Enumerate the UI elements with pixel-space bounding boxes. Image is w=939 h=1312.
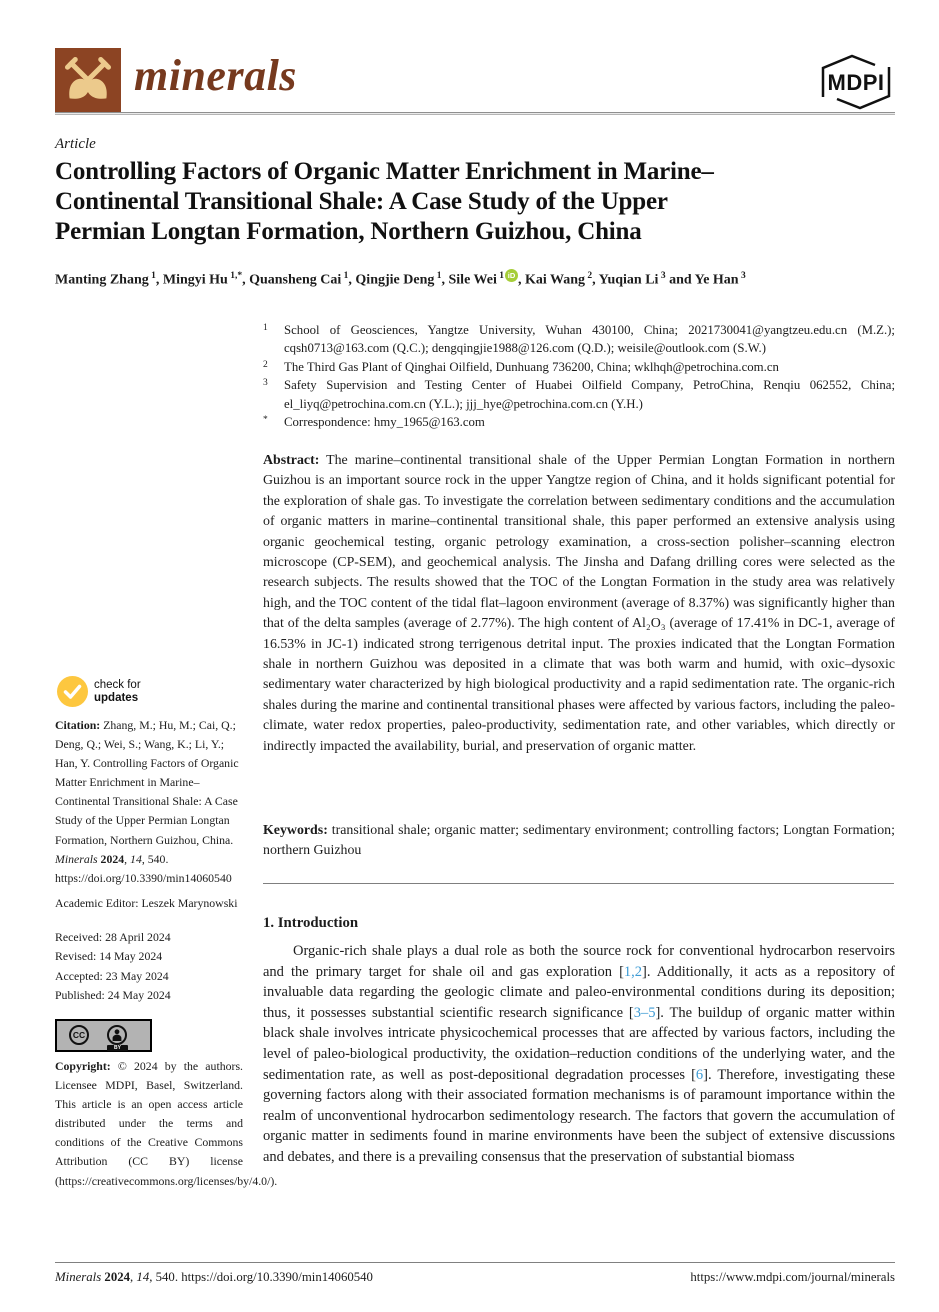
author-name: Kai Wang — [524, 272, 586, 288]
citation-ref[interactable]: 6 — [695, 1066, 704, 1083]
text-segment: Minerals — [55, 851, 101, 866]
abstract — [263, 451, 895, 757]
text-segment: 2024 — [104, 1270, 131, 1284]
person-icon — [107, 1025, 127, 1045]
affiliation-text: Safety Supervision and Testing Center of Huabei Oilfield Company, PetroChina, Renqiu 062552, China; el_liyq@petrochina.com.cn (Y.L.); jjj_hye@petrochina.com.cn (Y.H.) — [284, 378, 895, 411]
affiliation-marker: 3 — [263, 378, 268, 389]
section-divider — [263, 883, 894, 884]
text-segment: , 540. https://doi.org/10.3390/min14060540 — [55, 851, 232, 885]
affiliation-row — [263, 376, 895, 413]
author-name: Quansheng Cai — [249, 272, 342, 288]
keywords-label: Keywords: — [263, 823, 328, 838]
author-name: Yuqian Li — [598, 272, 659, 288]
author-affiliation-marker: 3 — [658, 271, 666, 281]
copyright-label: Copyright: — [55, 1059, 111, 1073]
check-for-updates-label: check for updates — [94, 679, 141, 704]
cc-icon: CC — [69, 1025, 89, 1045]
author-affiliation-marker: 1 — [148, 271, 156, 281]
author-affiliation-marker: 2 — [585, 271, 593, 281]
abstract-label: Abstract: — [263, 453, 320, 468]
keywords-text: transitional shale; organic matter; sedimentary environment; controlling factors; Longtan Formation; northern Guizhou — [263, 823, 895, 859]
authors-line: Manting Zhang $^1$, Mingyi Hu $^{1,*}$, Quansheng Cai $^1$, Qingjie Deng $^1$, Sile Wei $^1$ iD , Kai Wang $^2$, Yuqian Li $^3$ and Ye Han $^3$ — [55, 271, 746, 288]
text-segment: Organic-rich shale plays a dual role as both the source rock for conventional hydrocarbon reservoirs and the primary target for shale oil and gas exploration [ — [263, 943, 895, 980]
header-divider — [55, 112, 895, 115]
dates-block — [55, 928, 243, 1006]
author-name: Mingyi Hu — [162, 272, 228, 288]
check-for-updates-badge[interactable] — [57, 676, 207, 708]
by-label: BY — [107, 1045, 128, 1051]
journal-wordmark: minerals — [134, 51, 297, 100]
text-segment: ]. Therefore, investigating these governing factors along with their associated formation mechanisms is of paramount importance within the realm of unconventional hydrocarbon sedimentology research. The factors that govern the accumulation of organic matter in sediments found in marine environments have been the subject of extensive discussions and debates, and there is a prevailing consensus that the preservation of substantial biomass — [263, 1066, 895, 1165]
mdpi-logo-text: MDPI — [827, 70, 885, 95]
abstract-text: The marine–continental transitional shale of the Upper Permian Longtan Formation in northern Guizhou is an important source rock in the upper Yangtze region of China, and it holds significant potential for the exploration of shale gas. To investigate the correlation between sedimentary conditions and the accumulation of organic matters in marine–continental transitional shale, this paper performed an extensive analysis using organic geochemical testing, organic petrology examination, a cross-section polisher–scanning electron microscope (CP-SEM), and geochemical analysis. The Jinsha and Dafang drilling cores were selected as the research subjects. The results showed that the TOC of the Longtan Formation in the study area was relatively high, and the TOC content of the tidal flat–lagoon environment (average of 8.37%) was significantly higher than that of the delta samples (average of 2.77%). The high content of Al₂O₃ (average of 17.41% in DC-1, average of 16.53% in JC-1) indicated strong terrigenous detrital input. The proxies indicated that the Longtan Formation shale in northern Guizhou was deposited in a climate that was both warm and humid, with oxic–dysoxic sedimentary water characterized by high biological productivity and a rapid sedimentation rate. The organic-rich shales during the marine and continental transitional phases were affected by various factors, including the paleo-climate, water redox properties, paleo-productivity, sedimentation rate, and other variables, which directly or indirectly impacted the availability, burial, and preservation of organic matter. — [263, 453, 895, 754]
affiliation-marker: 1 — [263, 323, 268, 333]
author-name: Sile Wei — [448, 272, 497, 288]
date-line: Accepted: 23 May 2024 — [55, 968, 169, 983]
author-name: Qingjie Deng — [355, 272, 435, 288]
author-affiliation-marker: 3 — [738, 271, 746, 281]
footer-divider — [55, 1262, 895, 1263]
affiliation-marker: * — [263, 415, 268, 426]
introduction-paragraph — [263, 941, 895, 1168]
text-segment: , — [130, 1270, 137, 1284]
copyright-block — [55, 1057, 278, 1191]
text-segment: ]. Additionally, it acts as a repository of invaluable data regarding the geologic climate and paleo-environmental conditions during its deposition; thus, it possesses substantial scientific research significance [ — [263, 963, 896, 1021]
keywords — [263, 821, 895, 862]
footer-journal-ref — [55, 1270, 373, 1285]
author-name: Ye Han — [694, 272, 739, 288]
mdpi-logo — [816, 53, 896, 111]
author-affiliation-marker: 1 — [496, 271, 504, 281]
affiliation-row — [263, 321, 895, 358]
citation-ref[interactable]: 1,2 — [623, 963, 643, 980]
text-segment: , — [124, 851, 131, 866]
citation-block — [55, 716, 243, 888]
affiliation-text: School of Geosciences, Yangtze University, Wuhan 430100, China; 2021730041@yangtzeu.edu.cn (M.Z.); cqsh0713@163.com (Q.C.); dengqingjie1988@126.com (Q.D.); weisile@outlook.com (S.W.) — [284, 323, 895, 356]
article-title: Controlling Factors of Organic Matter Enrichment in Marine–Continental Transitional Shale: A Case Study of the Upper Permian Longtan Formation, Northern Guizhou, China — [55, 158, 714, 245]
section-heading-introduction: 1. Introduction — [263, 915, 359, 931]
citation-ref[interactable]: 3–5 — [633, 1004, 656, 1021]
affiliation-row — [263, 413, 895, 431]
text-segment: Minerals — [55, 1270, 105, 1284]
text-segment: Zhang, M.; Hu, M.; Cai, Q.; Deng, Q.; Wei, S.; Wang, K.; Li, Y.; Han, Y. Controlling Factors of Organic Matter Enrichment in Marine–Continental Transitional Shale: A Case Study of the Upper Permian Longtan Formation, Northern Guizhou, China. — [55, 718, 239, 847]
date-line: Revised: 14 May 2024 — [55, 949, 163, 964]
author-affiliation-marker: 1 — [434, 271, 442, 281]
article-type-label: Article — [55, 136, 96, 152]
citation-label: Citation: — [55, 718, 101, 732]
text-segment: 14 — [130, 851, 142, 866]
academic-editor: Academic Editor: Leszek Marynowski — [55, 896, 238, 910]
author-name: Manting Zhang — [55, 272, 149, 288]
affiliation-row — [263, 358, 895, 376]
text-segment: 2024 — [100, 851, 125, 866]
date-line: Published: 24 May 2024 — [55, 988, 171, 1003]
minerals-logo-icon — [55, 48, 121, 112]
author-affiliation-marker: 1 — [341, 271, 349, 281]
affiliation-text: Correspondence: hmy_1965@163.com — [284, 415, 485, 430]
affiliation-marker: 2 — [263, 359, 268, 370]
date-line: Received: 28 April 2024 — [55, 930, 171, 944]
text-segment: ]. The buildup of organic matter within black shale involves intricate physicochemical processes that are affected by various factors, including the level of paleo-biological productivity, the oxidation–reduction conditions of the underlying water, and the sedimentation rate, as well as post-depositional degradation processes [ — [263, 1004, 895, 1083]
text-segment: © 2024 by the authors. Licensee MDPI, Basel, Switzerland. This article is an open access article distributed under the terms and conditions of the Creative Commons Attribution (CC BY) license (https://creativecommons.org/licenses/by/4.0/). — [55, 1059, 278, 1188]
author-affiliation-marker: 1,* — [227, 271, 243, 281]
affiliations — [263, 321, 895, 431]
cc-license-badge[interactable] — [55, 1019, 152, 1052]
affiliation-text: The Third Gas Plant of Qinghai Oilfield, Dunhuang 736200, China; wklhqh@petrochina.com.cn — [284, 359, 779, 374]
text-segment: 14 — [136, 1270, 150, 1284]
orcid-icon[interactable]: iD — [505, 269, 518, 282]
footer-journal-url: https://www.mdpi.com/journal/minerals — [690, 1270, 895, 1284]
check-icon — [57, 676, 88, 707]
text-segment: , 540. https://doi.org/10.3390/min14060540 — [149, 1270, 373, 1284]
